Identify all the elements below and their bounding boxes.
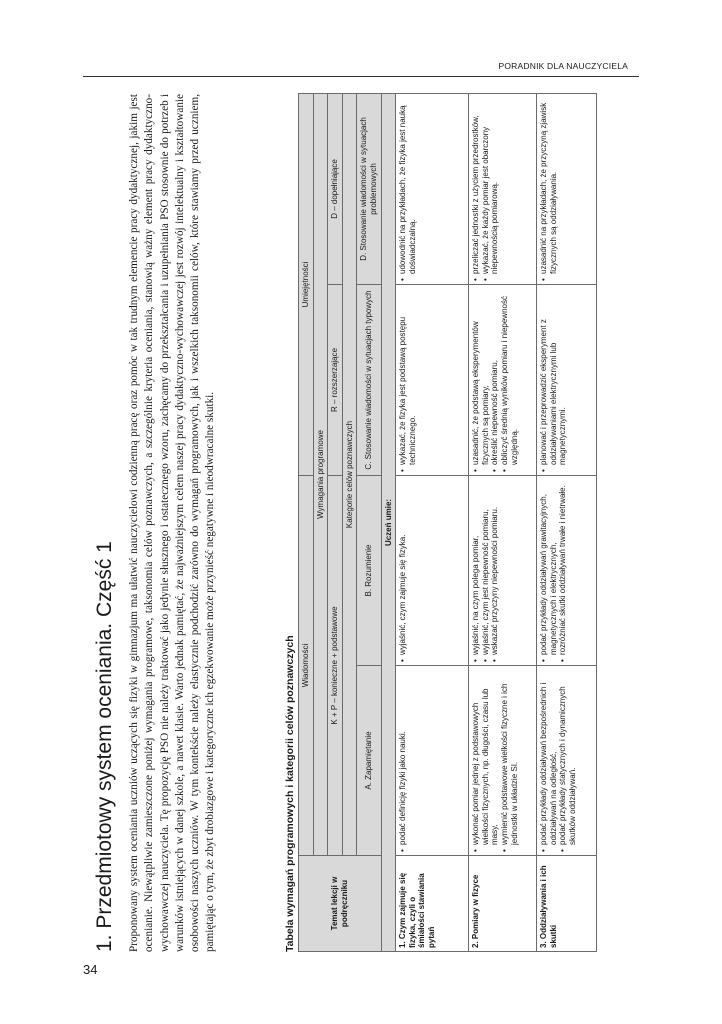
cell-b [469,475,537,665]
list-item: • wyjaśnić, czym jest niepewność pomiaru, [481,479,491,655]
cell-a [537,666,597,856]
header-wymagania: Wymagania programowe [313,93,328,855]
header-cat-d: D. Stosowanie wiadomości w sytuacjach problemowych [357,93,381,284]
rotated-content [93,94,617,952]
list-item: • uzasadnić na przykładach, że przyczyną zjawisk fizycznych są oddziaływania. [539,97,558,274]
header-uczen: Uczeń umie: [381,93,396,951]
cell-b [537,475,597,665]
header-cat-b: B. Rozumienie [357,475,381,665]
header-cat-c: C. Stosowanie wiadomości w sytuacjach typowych [357,284,381,475]
topic-cell: 3. Oddziaływania i ich skutki [537,856,597,952]
header-wiadomosci: Wiadomości [299,475,314,855]
cell-b [396,475,469,665]
cell-a [469,666,537,856]
list-item: • podać definicję fizyki jako nauki. [398,669,408,845]
list-item: • przeliczać jednostki z użyciem przedrostków, [471,97,481,274]
table-row [396,93,469,951]
header-level-r: R – rozszerzające [328,284,343,475]
list-item: • udowodnić na przykładach, że fizyka jest nauką doświadczalną. [398,97,417,274]
cell-c [469,284,537,475]
section-title: 1. Przedmiotowy system oceniania. Część 1 [93,541,116,952]
list-item: • wykonać pomiar jednej z podstawowych wielkości fizycznych, np. długości, czasu lub masy, [471,669,500,845]
list-item: • planować i przeprowadzić eksperyment z oddziaływaniami elektrycznymi lub magnetycznymi. [539,288,568,465]
cell-a [396,666,469,856]
intro-text [127,94,219,952]
list-item: • określić niepewność pomiaru, [490,288,500,465]
requirements-table [298,93,597,952]
list-item: • uzasadnić, że podstawą eksperymentów fizycznych są pomiary, [471,288,490,465]
header-cat-a: A. Zapamiętanie [357,666,381,856]
running-header: PORADNIK DLA NAUCZYCIELA [498,61,628,71]
table-row [537,93,597,951]
cell-d [537,93,597,284]
header-umiejetnosci: Umiejętności [299,93,314,475]
list-item: • wykazać, że każdy pomiar jest obarczony niepewnością pomiarową. [481,97,500,274]
cell-d [469,93,537,284]
page-number: 34 [83,962,98,977]
list-item: • podać przykłady oddziaływań bezpośrednich i oddziaływań na odległość, [539,669,558,845]
topic-cell: 1. Czym zajmuje się fizyka, czyli o śmiałości stawiania pytań [396,856,469,952]
topic-cell: 2. Pomiary w fizyce [469,856,537,952]
list-item: • wskazać przyczyny niepewności pomiaru. [490,479,500,655]
cell-c [537,284,597,475]
cell-c [396,284,469,475]
header-level-d: D – dopełniające [328,93,343,284]
topic-header: Temat lekcji w podręczniku [299,856,382,952]
header-level-kp: K + P – konieczne + podstawowe [328,475,343,855]
cell-d [396,93,469,284]
list-item: • obliczyć średnią wyników pomiaru i niepewność względną. [500,288,519,465]
list-item: • wyjaśnić, na czym polega pomiar, [471,479,481,655]
header-rule [83,76,639,77]
list-item: • wyjaśnić, czym zajmuje się fizyka. [398,479,408,655]
list-item: • podać przykłady statycznych i dynamicznych skutków oddziaływań. [558,669,577,845]
intro-paragraph: Proponowany system oceniania uczniów uczących się fizyki w gimnazjum ma ułatwić nauczycielowi codzienną pracę oraz pomóc w tak trudnym elemencie pracy dydaktycznej, jakim jest ocenianie. Niewątpliwie zamieszczone poniżej wymagania programowe, taksonomia celów poznawczych, a szczególnie kryteria oceniania, stanowią ważny element pracy dydaktyczno-wychowawczej nauczyciela. Tę propozycję PSO nie należy traktować jako jedynie słusznego i ostatecznego wzoru, zachęcamy do przekształcania i uzupełniania PSO stosownie do potrzeb i warunków istniejących w danej szkole, a nawet klasie. Warto jednak pamiętać, że najważniejszym celem naszej pracy dydaktyczno-wychowawczej jest rozwój intelektualny i kształtowanie osobowości naszych uczniów. W tym kontekście należy elastycznie podchodzić zarówno do wymagań programowych, jak i wszelkich taksonomii celów, które stawiamy przed uczniem, pamiętając o tym, że zbyt drobiazgowe i kategoryczne ich egzekwowanie może przynieść negatywne i nieodwracalne skutki. [128,94,217,952]
list-item: • wymienić podstawowe wielkości fizyczne i ich jednostki w układzie SI. [500,669,519,845]
header-kategorie: Kategorie celów poznawczych [342,93,357,855]
table-row [469,93,537,951]
list-item: • podać przykłady oddziaływań grawitacyjnych, magnetycznych i elektrycznych, [539,479,558,655]
list-item: • rozróżniać skutki oddziaływań trwałe i nietrwałe. [558,479,568,655]
list-item: • wykazać, że fizyka jest podstawą postępu technicznego. [398,288,417,465]
table-caption: Tabela wymagań programowych i kategorii celów poznawczych [284,635,296,952]
